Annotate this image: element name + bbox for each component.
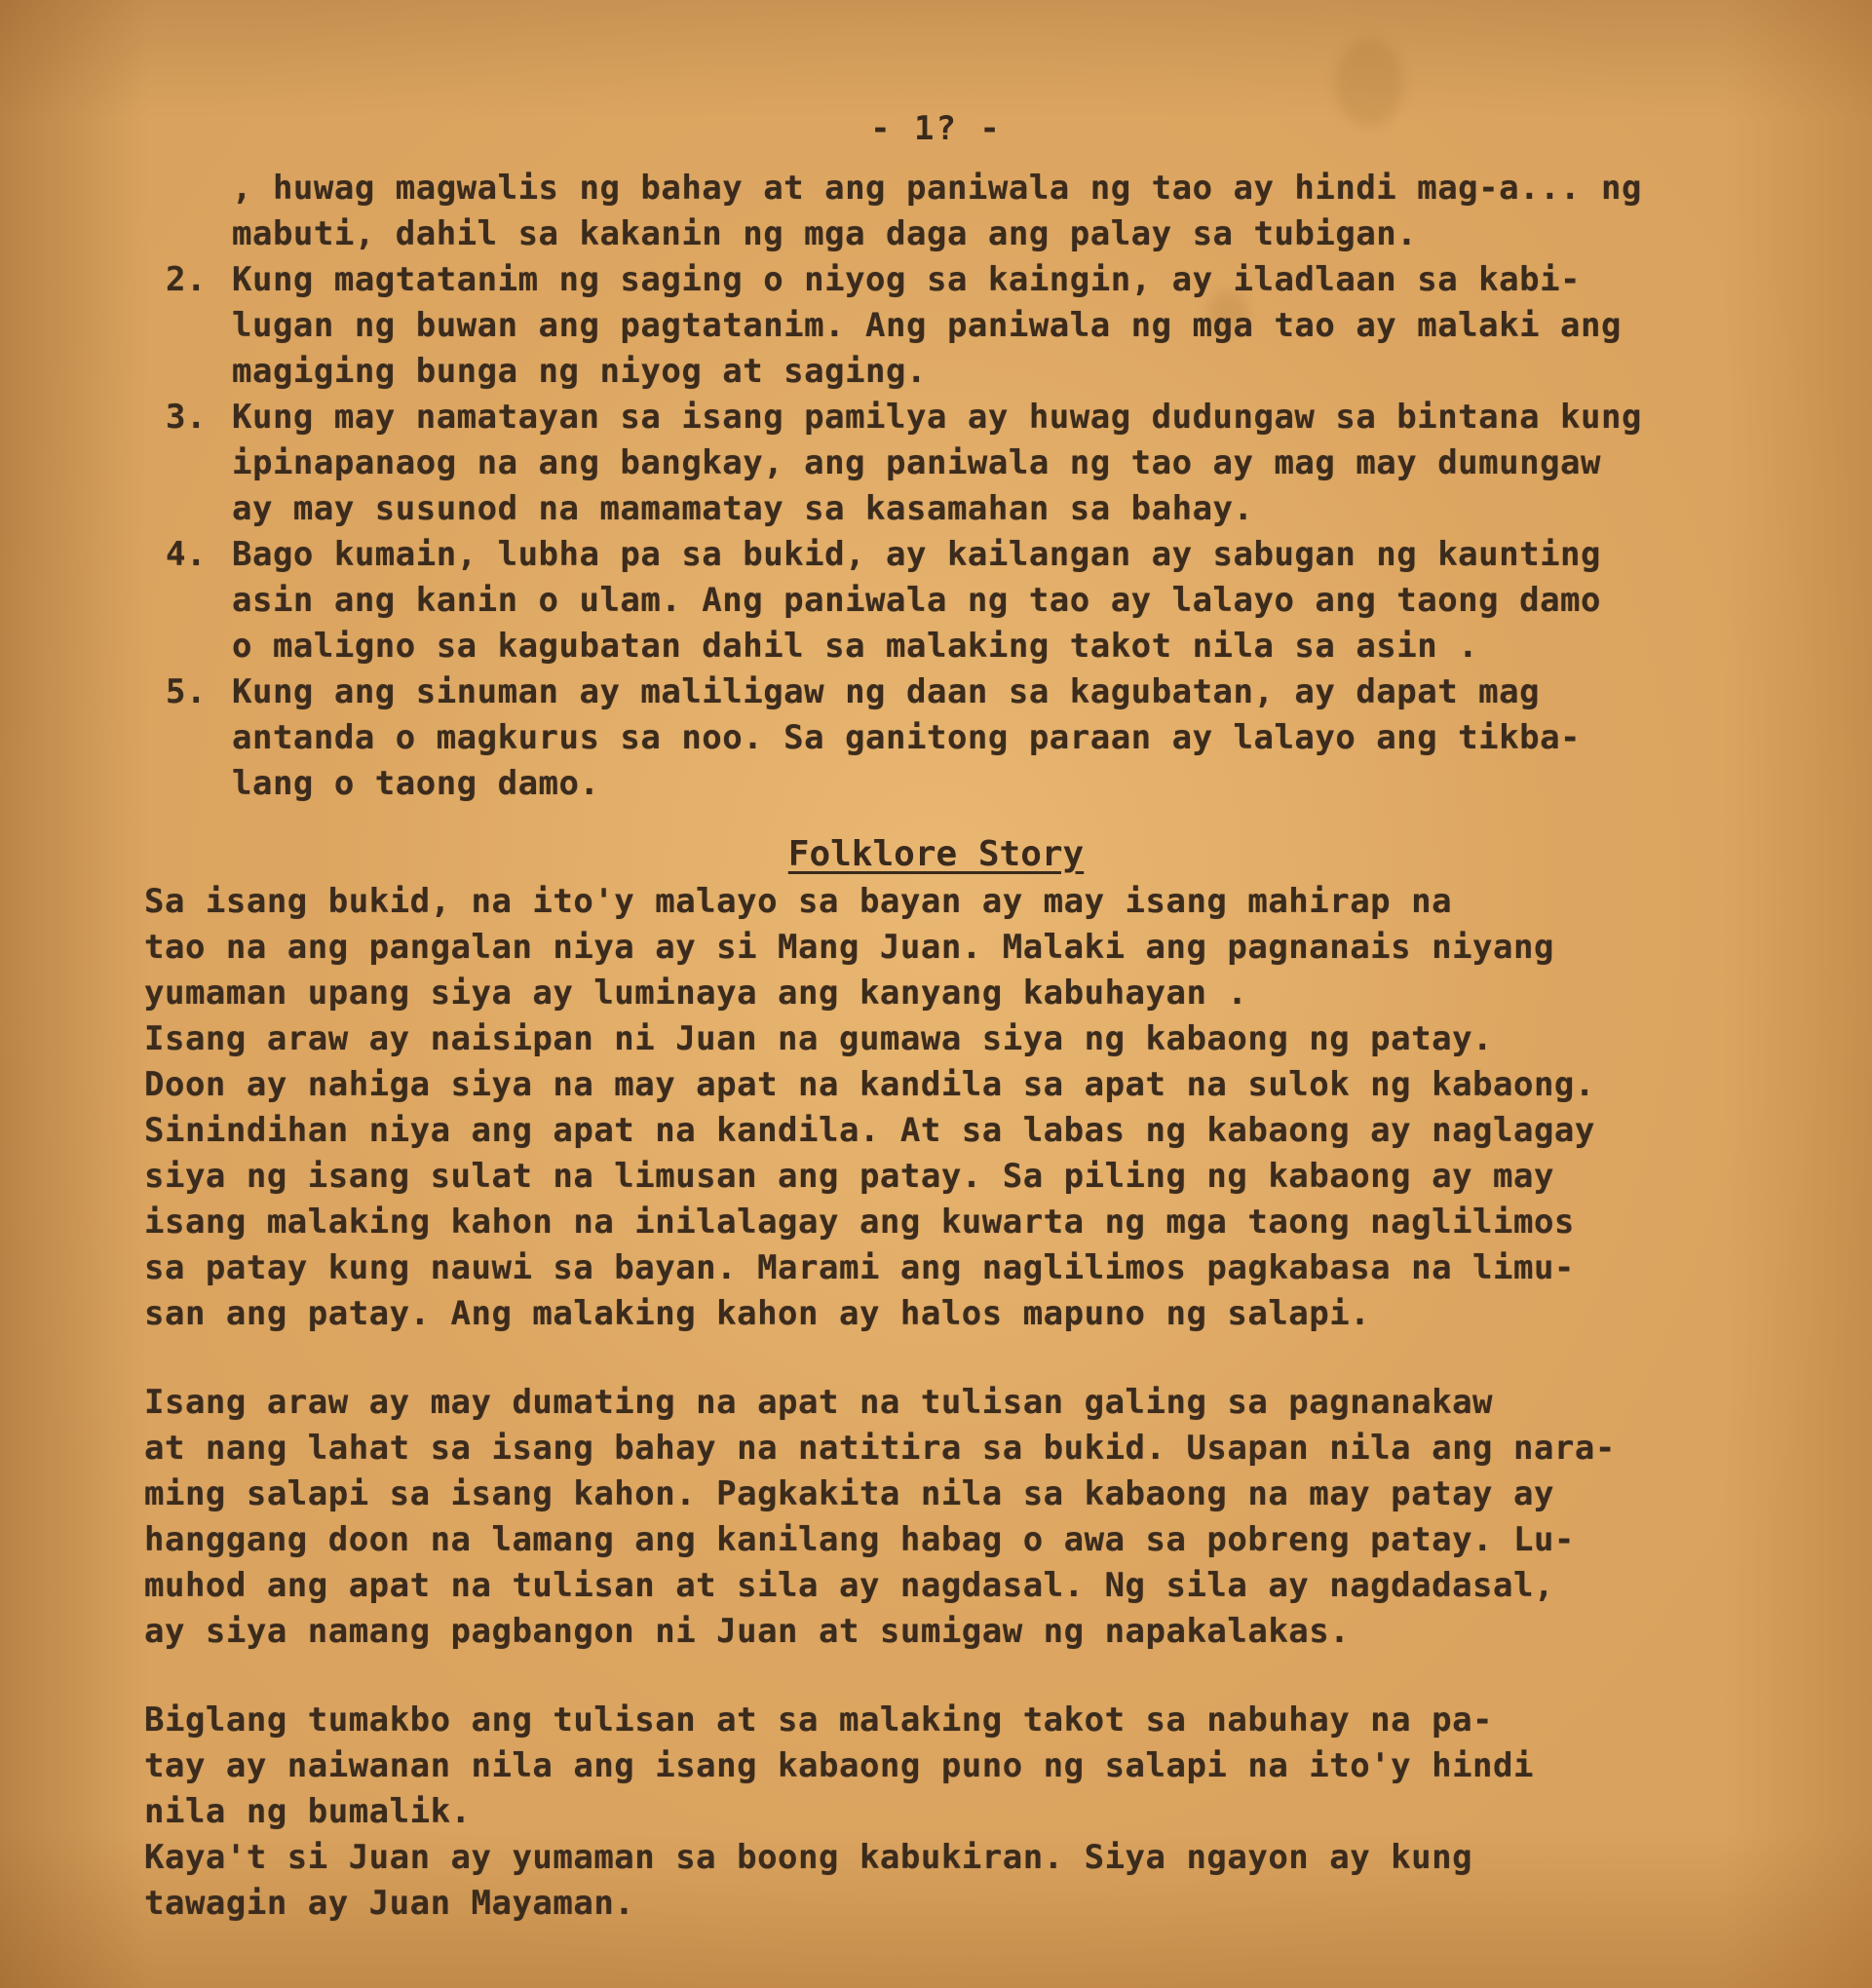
item-text: Kung magtatanim ng saging o niyog sa kaingin, ay iladlaan sa kabi- lugan ng buwan ang pagtatanim. Ang paniwala ng mga tao ay malaki ang magiging bunga ng niyog at saging.	[232, 260, 1622, 391]
story-body	[144, 879, 1752, 1927]
story-paragraph: Biglang tumakbo ang tulisan at sa malaking takot sa nabuhay na pa- tay ay naiwanan nila ang isang kabaong puno ng salapi na ito'y hindi nila ng bumalik.	[144, 1701, 1534, 1831]
belief-item-5	[166, 669, 1744, 807]
item-text: Bago kumain, lubha pa sa bukid, ay kailangan ay sabugan ng kaunting asin ang kanin o ulam. Ang paniwala ng tao ay lalayo ang taong damo o maligno sa kagubatan dahil sa malaking takot nila sa asin .	[232, 535, 1601, 666]
beliefs-list	[166, 166, 1744, 807]
belief-item-3	[166, 395, 1744, 532]
page-number: - 1? -	[870, 109, 1002, 148]
story-paragraph: Isang araw ay naisipan ni Juan na gumawa siya ng kabaong ng patay. Doon ay nahiga siya na may apat na kandila sa apat na sulok ng kabaong. Sinindihan niya ang apat na kandila. At sa labas ng kabaong ay naglagay siya ng isang sulat na limusan ang patay. Sa piling ng kabaong ay may isang malaking kahon na inilalagay ang kuwarta ng mga taong naglilimos sa patay kung nauwi sa bayan. Marami ang naglilimos pagkabasa na limu- san ang patay. Ang malaking kahon ay halos mapuno ng salapi.	[144, 1019, 1595, 1333]
belief-continuation: , huwag magwalis ng bahay at ang paniwala ng tao ay hindi mag-a... ng mabuti, dahil sa kakanin ng mga daga ang palay sa tubigan.	[232, 169, 1642, 253]
belief-item-4	[166, 532, 1744, 669]
item-number: 2.	[166, 260, 207, 299]
item-text: Kung ang sinuman ay maliligaw ng daan sa kagubatan, ay dapat mag antanda o magkurus sa noo. Sa ganitong paraan ay lalayo ang tikba- lang o taong damo.	[232, 672, 1582, 803]
story-title: Folklore Story	[787, 834, 1085, 874]
item-text: Kung may namatayan sa isang pamilya ay huwag dudungaw sa bintana kung ipinapanaog na ang bangkay, ang paniwala ng tao ay mag may dumungaw ay may susunod na mamamatay sa kasamahan sa bahay.	[232, 398, 1642, 528]
item-number: 3.	[166, 398, 207, 437]
item-number: 4.	[166, 535, 207, 574]
story-paragraph: Isang araw ay may dumating na apat na tulisan galing sa pagnanakaw at nang lahat sa isang bahay na natitira sa bukid. Usapan nila ang nara- ming salapi sa isang kahon. Pagkakita nila sa kabaong na may patay ay hanggang doon na lamang ang kanilang habag o awa sa pobreng patay. Lu- muhod ang apat na tulisan at sila ay nagdasal. Ng sila ay nagdadasal, ay siya namang pagbangon ni Juan at sumigaw ng napakalakas.	[144, 1383, 1616, 1651]
story-paragraph: Kaya't si Juan ay yumaman sa boong kabukiran. Siya ngayon ay kung tawagin ay Juan Mayaman.	[144, 1838, 1473, 1923]
belief-item-2	[166, 257, 1744, 395]
item-number: 5.	[166, 672, 207, 711]
story-paragraph: Sa isang bukid, na ito'y malayo sa bayan ay may isang mahirap na tao na ang pangalan niya ay si Mang Juan. Malaki ang pagnanais niyang yumaman upang siya ay luminaya ang kanyang kabuhayan .	[144, 882, 1554, 1013]
